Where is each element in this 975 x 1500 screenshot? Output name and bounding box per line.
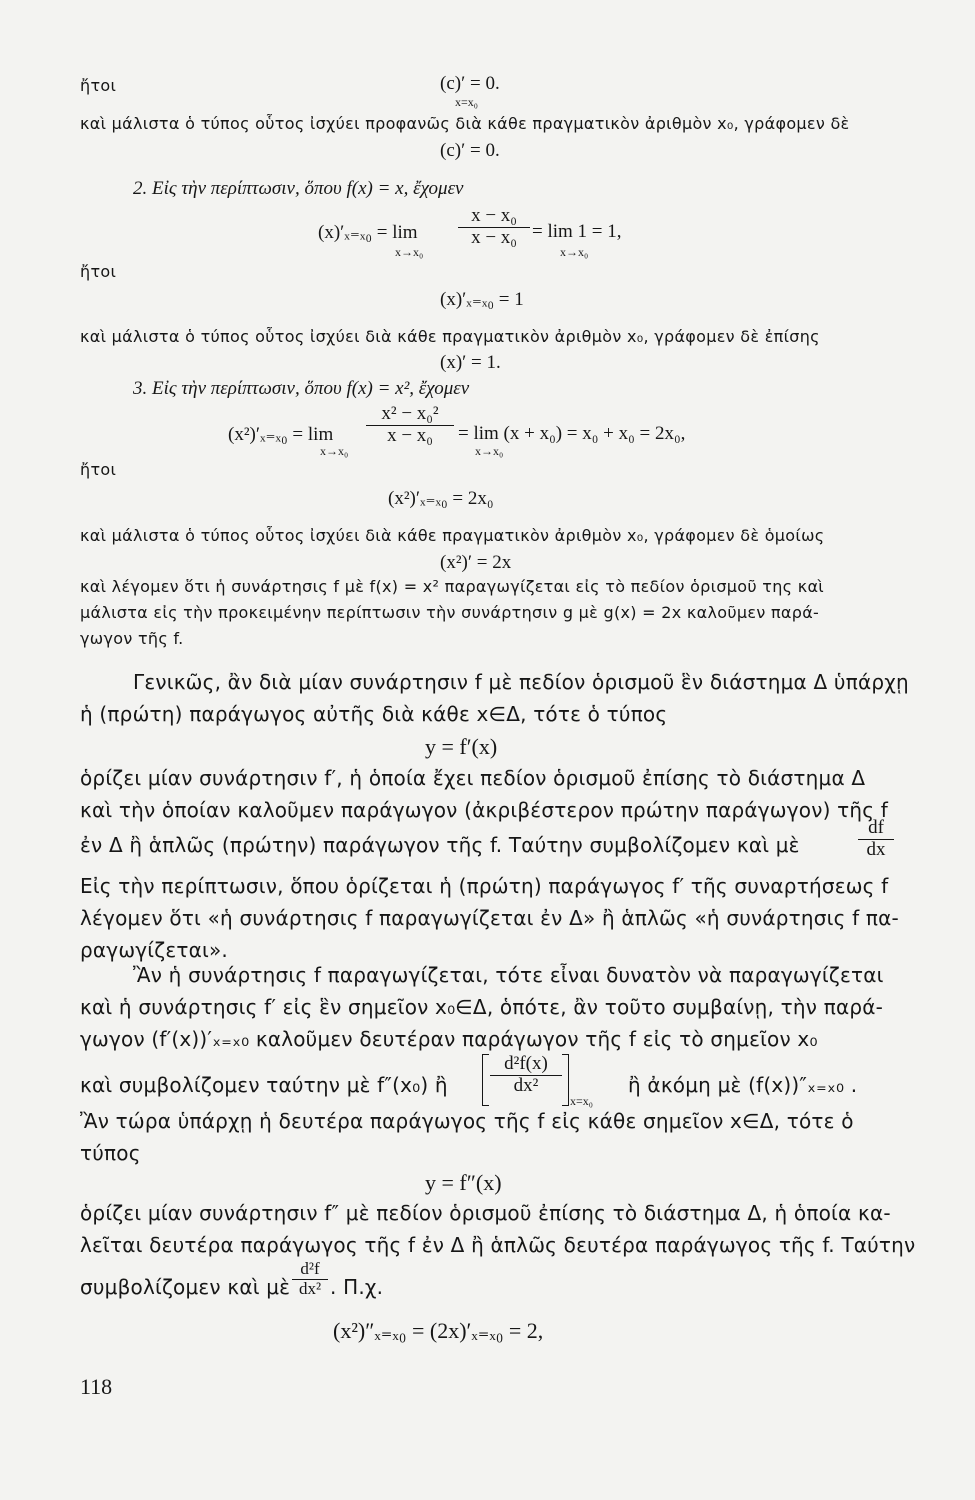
text-line: ἤτοι: [80, 460, 117, 479]
text-line: ἡ (πρώτη) παράγωγος αὐτῆς διὰ κάθε x∈Δ, τότε ὁ τύπος: [80, 702, 668, 726]
text-line: μάλιστα εἰς τὴν προκειμένην περίπτωσιν τὴν συνάρτησιν g μὲ g(x) = 2x καλοῦμεν παρά-: [80, 603, 820, 622]
bracket-left: [482, 1054, 489, 1106]
text-line: ραγωγίζεται».: [80, 938, 228, 962]
formula-subscript: x→x₀: [395, 245, 424, 259]
text-line: 2. Εἰς τὴν περίπτωσιν, ὅπου f(x) = x, ἔχομεν: [133, 178, 464, 199]
formula: (x)′ₓ₌ₓ₀ = 1: [440, 289, 524, 310]
text-line: Γενικῶς, ἂν διὰ μίαν συνάρτησιν f μὲ πεδίον ὁρισμοῦ ἓν διάστημα Δ ὑπάρχῃ: [133, 670, 909, 694]
formula-subscript: x=x₀: [570, 1094, 593, 1108]
formula-subscript: x→x₀: [320, 444, 349, 458]
text-line: καὶ μάλιστα ὁ τύπος οὗτος ἰσχύει διὰ κάθε πραγματικὸν ἀριθμὸν x₀, γράφομεν δὲ ἐπίσης: [80, 327, 820, 346]
text-line: . Π.χ.: [330, 1275, 384, 1299]
formula-subscript: x→x₀: [560, 245, 589, 259]
text-line: ἤτοι: [80, 262, 117, 281]
formula: (x²)′ = 2x: [440, 552, 512, 573]
text-line: γωγον (f′(x))′ₓ₌ₓ₀ καλοῦμεν δευτέραν παράγωγον τῆς f εἰς τὸ σημεῖον x₀: [80, 1027, 818, 1051]
text-line: γωγον τῆς f.: [80, 629, 184, 648]
formula: = lim 1 = 1,: [532, 221, 622, 242]
text-line: τύπος: [80, 1141, 141, 1165]
text-line: συμβολίζομεν καὶ μὲ: [80, 1275, 291, 1299]
text-line: 3. Εἰς τὴν περίπτωσιν, ὅπου f(x) = x², ἔχομεν: [133, 378, 470, 399]
fraction: $\frac{df}{dx}$: [858, 818, 894, 861]
formula: (c)′ = 0.: [440, 140, 500, 161]
page-number: 118: [80, 1374, 113, 1399]
text-line: καὶ ἡ συνάρτησις f′ εἰς ἓν σημεῖον x₀∈Δ, ὁπότε, ἂν τοῦτο συμβαίνῃ, τὴν παρά-: [80, 995, 884, 1019]
formula: (x²)″ₓ₌ₓ₀ = (2x)′ₓ₌ₓ₀ = 2,: [333, 1318, 544, 1343]
text-line: λέγομεν ὅτι «ἡ συνάρτησις f παραγωγίζεται ἐν Δ» ἢ ἁπλῶς «ἡ συνάρτησις f πα-: [80, 906, 899, 930]
text-line: ἐν Δ ἢ ἁπλῶς (πρώτην) παράγωγον τῆς f. Ταύτην συμβολίζομεν καὶ μὲ: [80, 833, 800, 857]
text-line: Εἰς τὴν περίπτωσιν, ὅπου ὁρίζεται ἡ (πρώτη) παράγωγος f′ τῆς συναρτήσεως f: [80, 874, 889, 898]
text-line: καὶ μάλιστα ὁ τύπος οὗτος ἰσχύει διὰ κάθε πραγματικὸν ἀριθμὸν x₀, γράφομεν δὲ ὁμοίως: [80, 526, 825, 545]
text-line: ὁρίζει μίαν συνάρτησιν f″ μὲ πεδίον ὁρισμοῦ ἐπίσης τὸ διάστημα Δ, ἡ ὁποία κα-: [80, 1201, 891, 1225]
bracket-right: [562, 1054, 569, 1106]
formula: (c)′ = 0.: [440, 73, 500, 94]
formula: y = f″(x): [425, 1170, 502, 1195]
fraction: $\frac{\text{d²f(x)}}{\text{dx²}}$: [490, 1054, 562, 1097]
formula: (x²)′ₓ₌ₓ₀ = lim: [228, 424, 334, 445]
formula: = lim (x + x₀) = x₀ + x₀ = 2x₀,: [458, 423, 686, 444]
fraction: $\frac{\text{x − x₀}}{\text{x − x₀}}$: [458, 206, 530, 249]
formula: y = f′(x): [425, 734, 498, 759]
formula-subscript: x=x₀: [455, 95, 478, 109]
text-line: ἢ ἀκόμη μὲ (f(x))″ₓ₌ₓ₀ .: [628, 1073, 858, 1097]
text-line: καὶ τὴν ὁποίαν καλοῦμεν παράγωγον (ἀκριβέστερον πρώτην παράγωγον) τῆς f: [80, 798, 888, 822]
formula-subscript: x→x₀: [475, 444, 504, 458]
text-line: καὶ συμβολίζομεν ταύτην μὲ f″(x₀) ἢ: [80, 1073, 448, 1097]
text-line: λεῖται δευτέρα παράγωγος τῆς f ἐν Δ ἢ ἁπλῶς δευτέρα παράγωγος τῆς f. Ταύτην: [80, 1233, 916, 1257]
formula: (x)′ = 1.: [440, 352, 501, 373]
text-line: ἤτοι: [80, 76, 117, 95]
formula: (x)′ₓ₌ₓ₀ = lim: [318, 222, 418, 243]
fraction: $\frac{\text{d²f}}{\text{dx²}}$: [292, 1260, 328, 1298]
text-line: καὶ μάλιστα ὁ τύπος οὗτος ἰσχύει προφανῶς διὰ κάθε πραγματικὸν ἀριθμὸν x₀, γράφομεν δὲ: [80, 114, 850, 133]
text-line: Ἂν ἡ συνάρτησις f παραγωγίζεται, τότε εἶναι δυνατὸν νὰ παραγωγίζεται: [133, 963, 884, 987]
formula: (x²)′ₓ₌ₓ₀ = 2x₀: [388, 488, 494, 509]
text-line: ὁρίζει μίαν συνάρτησιν f′, ἡ ὁποία ἔχει πεδίον ὁρισμοῦ ἐπίσης τὸ διάστημα Δ: [80, 766, 866, 790]
fraction: $\frac{\text{x² − x₀²}}{\text{x − x₀}}$: [366, 404, 454, 447]
text-line: καὶ λέγομεν ὅτι ἡ συνάρτησις f μὲ f(x) = x² παραγωγίζεται εἰς τὸ πεδίον ὁρισμοῦ της καὶ: [80, 577, 825, 596]
text-line: Ἂν τώρα ὑπάρχῃ ἡ δευτέρα παράγωγος τῆς f εἰς κάθε σημεῖον x∈Δ, τότε ὁ: [80, 1109, 854, 1133]
